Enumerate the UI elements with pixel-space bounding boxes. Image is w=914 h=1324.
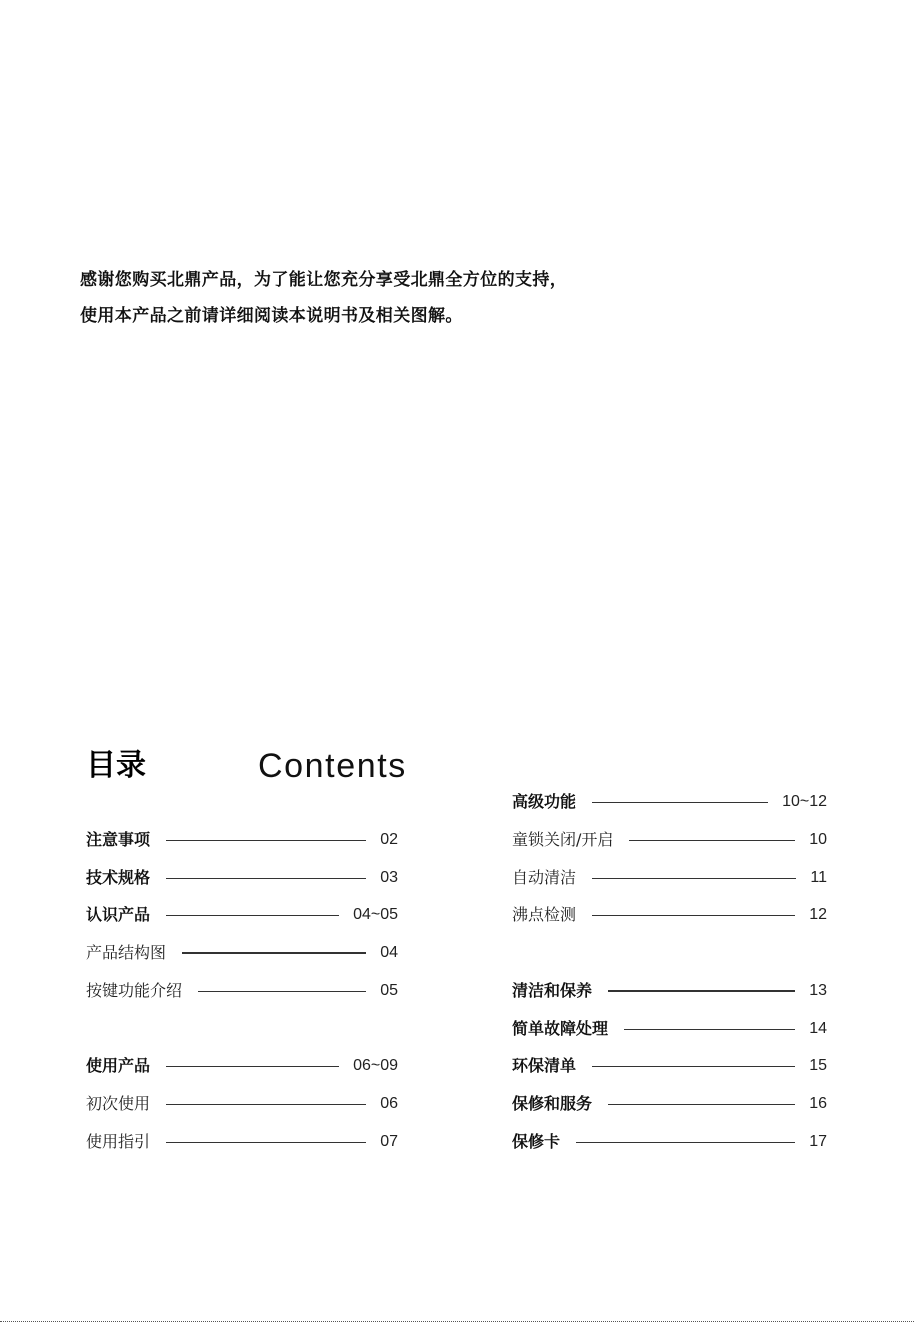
toc-entry-page: 04~05 (353, 906, 398, 923)
toc-entry[interactable] (512, 865, 827, 891)
toc-leader-line (608, 1104, 795, 1105)
toc-title: 目录 (86, 748, 146, 783)
toc-entry[interactable] (86, 1129, 398, 1155)
toc-entry-page: 13 (809, 982, 827, 999)
toc-entry-label: 初次使用 (86, 1094, 151, 1113)
toc-entry-page: 06 (380, 1095, 398, 1112)
toc-entry[interactable] (512, 1129, 827, 1155)
toc-entry[interactable] (86, 978, 398, 1004)
toc-leader-line (182, 952, 366, 954)
toc-leader-line (166, 1066, 339, 1067)
toc-entry-label: 产品结构图 (86, 943, 167, 962)
toc-leader-line (166, 840, 366, 841)
toc-leader-line (166, 1104, 366, 1105)
toc-entry-label: 简单故障处理 (512, 1019, 609, 1038)
toc-entry-page: 16 (809, 1095, 827, 1112)
toc-entry-label: 保修和服务 (512, 1094, 593, 1113)
page-bottom-border (0, 1321, 914, 1322)
toc-entry-label: 高级功能 (512, 792, 577, 811)
toc-entry-label: 自动清洁 (512, 868, 577, 887)
toc-entry-label: 童锁关闭/开启 (512, 830, 614, 849)
toc-entry[interactable] (512, 789, 827, 815)
toc-entry[interactable] (86, 902, 398, 928)
toc-entry[interactable] (86, 1091, 398, 1117)
toc-leader-line (166, 1142, 366, 1143)
toc-leader-line (576, 1142, 795, 1143)
toc-entry-label: 保修卡 (512, 1132, 561, 1151)
toc-entry[interactable] (86, 865, 398, 891)
toc-entry-page: 11 (810, 869, 827, 886)
toc-entry-page: 17 (809, 1133, 827, 1150)
toc-leader-line (592, 802, 768, 803)
toc-entry-label: 沸点检测 (512, 905, 577, 924)
toc-leader-line (608, 990, 795, 992)
toc-title-en: Contents (258, 747, 407, 785)
toc-entry-page: 12 (809, 906, 827, 923)
toc-leader-line (592, 1066, 795, 1067)
intro-line-2: 使用本产品之前请详细阅读本说明书及相关图解。 (80, 306, 463, 326)
toc-entry[interactable] (86, 827, 398, 853)
toc-entry-label: 按键功能介绍 (86, 981, 183, 1000)
toc-leader-line (166, 915, 339, 916)
toc-leader-line (629, 840, 795, 841)
toc-leader-line (198, 991, 366, 992)
toc-entry-page: 10 (809, 831, 827, 848)
toc-entry[interactable] (512, 1016, 827, 1042)
toc-leader-line (166, 878, 366, 879)
toc-entry-label: 清洁和保养 (512, 981, 593, 1000)
toc-entry[interactable] (512, 902, 827, 928)
toc-entry[interactable] (86, 1053, 398, 1079)
toc-entry-label: 注意事项 (86, 830, 151, 849)
toc-entry-page: 05 (380, 982, 398, 999)
toc-entry-page: 06~09 (353, 1057, 398, 1074)
toc-entry[interactable] (86, 940, 398, 966)
toc-entry-page: 15 (809, 1057, 827, 1074)
toc-entry[interactable] (512, 827, 827, 853)
toc-entry-page: 02 (380, 831, 398, 848)
toc-entry-label: 认识产品 (86, 905, 151, 924)
toc-entry-page: 04 (380, 944, 398, 961)
toc-entry-page: 07 (380, 1133, 398, 1150)
toc-entry-label: 使用产品 (86, 1056, 151, 1075)
toc-entry[interactable] (512, 1053, 827, 1079)
toc-leader-line (592, 878, 796, 879)
toc-entry-page: 03 (380, 869, 398, 886)
intro-text (80, 262, 800, 334)
toc-entry[interactable] (512, 1091, 827, 1117)
toc-entry-label: 环保清单 (512, 1056, 577, 1075)
toc-entry-page: 14 (809, 1020, 827, 1037)
toc-entry-page: 10~12 (782, 793, 827, 810)
intro-line-1: 感谢您购买北鼎产品，为了能让您充分享受北鼎全方位的支持， (80, 270, 568, 290)
toc-entry[interactable] (512, 978, 827, 1004)
toc-entry-label: 技术规格 (86, 868, 151, 887)
toc-leader-line (592, 915, 795, 916)
toc-leader-line (624, 1029, 795, 1030)
toc-entry-label: 使用指引 (86, 1132, 151, 1151)
